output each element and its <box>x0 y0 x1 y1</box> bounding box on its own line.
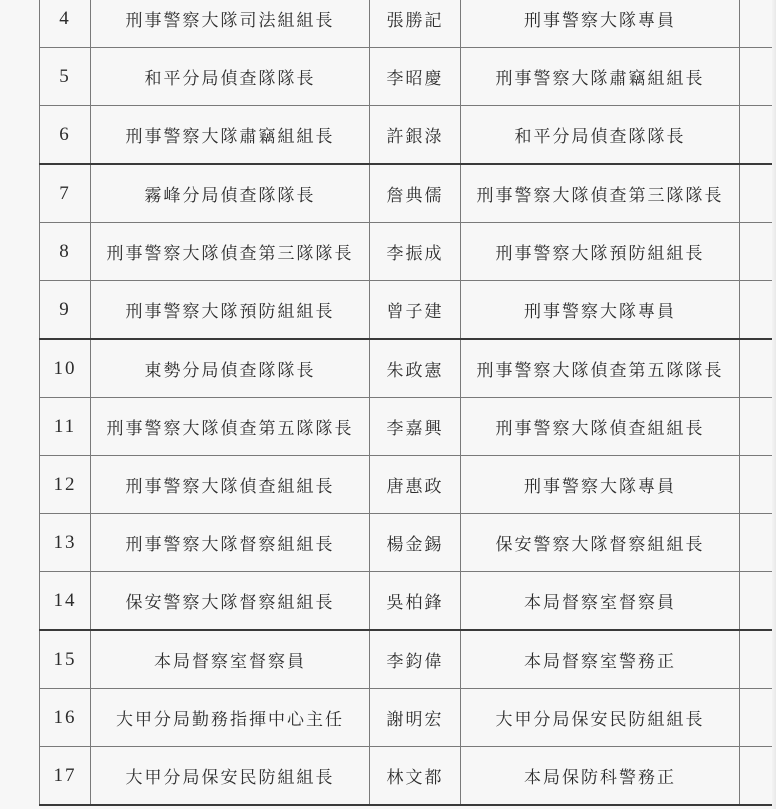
row-number: 17 <box>40 747 91 806</box>
remarks-cell <box>740 572 776 631</box>
row-number: 5 <box>40 48 91 106</box>
remarks-cell <box>740 164 776 223</box>
table-row <box>40 281 776 340</box>
new-position: 本局督察室督察員 <box>461 572 740 631</box>
officer-name: 曾子建 <box>370 281 461 340</box>
new-position: 刑事警察大隊專員 <box>461 456 740 514</box>
table-row <box>40 0 776 48</box>
remarks-cell <box>740 630 776 689</box>
remarks-cell <box>740 514 776 572</box>
original-position: 大甲分局保安民防組組長 <box>91 747 370 806</box>
table-row <box>40 747 776 806</box>
personnel-transfer-table <box>39 0 776 806</box>
original-position: 刑事警察大隊偵查第三隊隊長 <box>91 223 370 281</box>
row-number: 11 <box>40 398 91 456</box>
table-row <box>40 456 776 514</box>
remarks-cell <box>740 689 776 747</box>
row-number: 16 <box>40 689 91 747</box>
row-number: 9 <box>40 281 91 340</box>
original-position: 和平分局偵查隊隊長 <box>91 48 370 106</box>
page-edge-shadow <box>772 0 776 809</box>
remarks-cell <box>740 0 776 48</box>
new-position: 大甲分局保安民防組組長 <box>461 689 740 747</box>
original-position: 刑事警察大隊預防組組長 <box>91 281 370 340</box>
remarks-cell <box>740 48 776 106</box>
officer-name: 林文都 <box>370 747 461 806</box>
original-position: 霧峰分局偵查隊隊長 <box>91 164 370 223</box>
new-position: 刑事警察大隊偵查組組長 <box>461 398 740 456</box>
row-number: 8 <box>40 223 91 281</box>
remarks-cell <box>740 456 776 514</box>
row-number: 10 <box>40 339 91 398</box>
table-row <box>40 572 776 631</box>
row-number: 6 <box>40 106 91 165</box>
remarks-cell <box>740 281 776 340</box>
officer-name: 吳柏鋒 <box>370 572 461 631</box>
remarks-cell <box>740 223 776 281</box>
officer-name: 楊金錫 <box>370 514 461 572</box>
officer-name: 唐惠政 <box>370 456 461 514</box>
officer-name: 李昭慶 <box>370 48 461 106</box>
table-row <box>40 164 776 223</box>
table-row <box>40 398 776 456</box>
table-row <box>40 106 776 165</box>
new-position: 刑事警察大隊偵查第五隊隊長 <box>461 339 740 398</box>
new-position: 刑事警察大隊肅竊組組長 <box>461 48 740 106</box>
new-position: 刑事警察大隊偵查第三隊隊長 <box>461 164 740 223</box>
new-position: 保安警察大隊督察組組長 <box>461 514 740 572</box>
officer-name: 李鈞偉 <box>370 630 461 689</box>
new-position: 刑事警察大隊預防組組長 <box>461 223 740 281</box>
row-number: 15 <box>40 630 91 689</box>
original-position: 刑事警察大隊偵查第五隊隊長 <box>91 398 370 456</box>
remarks-cell <box>740 106 776 165</box>
original-position: 保安警察大隊督察組組長 <box>91 572 370 631</box>
row-number: 13 <box>40 514 91 572</box>
table-row <box>40 48 776 106</box>
original-position: 刑事警察大隊司法組組長 <box>91 0 370 48</box>
officer-name: 謝明宏 <box>370 689 461 747</box>
officer-name: 朱政憲 <box>370 339 461 398</box>
table-row <box>40 514 776 572</box>
new-position: 本局督察室警務正 <box>461 630 740 689</box>
new-position: 刑事警察大隊專員 <box>461 0 740 48</box>
officer-name: 李振成 <box>370 223 461 281</box>
officer-name: 許銀淥 <box>370 106 461 165</box>
remarks-cell <box>740 339 776 398</box>
new-position: 和平分局偵查隊隊長 <box>461 106 740 165</box>
new-position: 本局保防科警務正 <box>461 747 740 806</box>
original-position: 東勢分局偵查隊隊長 <box>91 339 370 398</box>
table-row <box>40 223 776 281</box>
original-position: 刑事警察大隊偵查組組長 <box>91 456 370 514</box>
row-number: 4 <box>40 0 91 48</box>
original-position: 刑事警察大隊督察組組長 <box>91 514 370 572</box>
officer-name: 張勝記 <box>370 0 461 48</box>
officer-name: 李嘉興 <box>370 398 461 456</box>
new-position: 刑事警察大隊專員 <box>461 281 740 340</box>
original-position: 大甲分局勤務指揮中心主任 <box>91 689 370 747</box>
table-row <box>40 339 776 398</box>
table-row <box>40 630 776 689</box>
officer-name: 詹典儒 <box>370 164 461 223</box>
original-position: 刑事警察大隊肅竊組組長 <box>91 106 370 165</box>
remarks-cell <box>740 747 776 806</box>
original-position: 本局督察室督察員 <box>91 630 370 689</box>
row-number: 7 <box>40 164 91 223</box>
table-row <box>40 689 776 747</box>
row-number: 12 <box>40 456 91 514</box>
row-number: 14 <box>40 572 91 631</box>
remarks-cell <box>740 398 776 456</box>
